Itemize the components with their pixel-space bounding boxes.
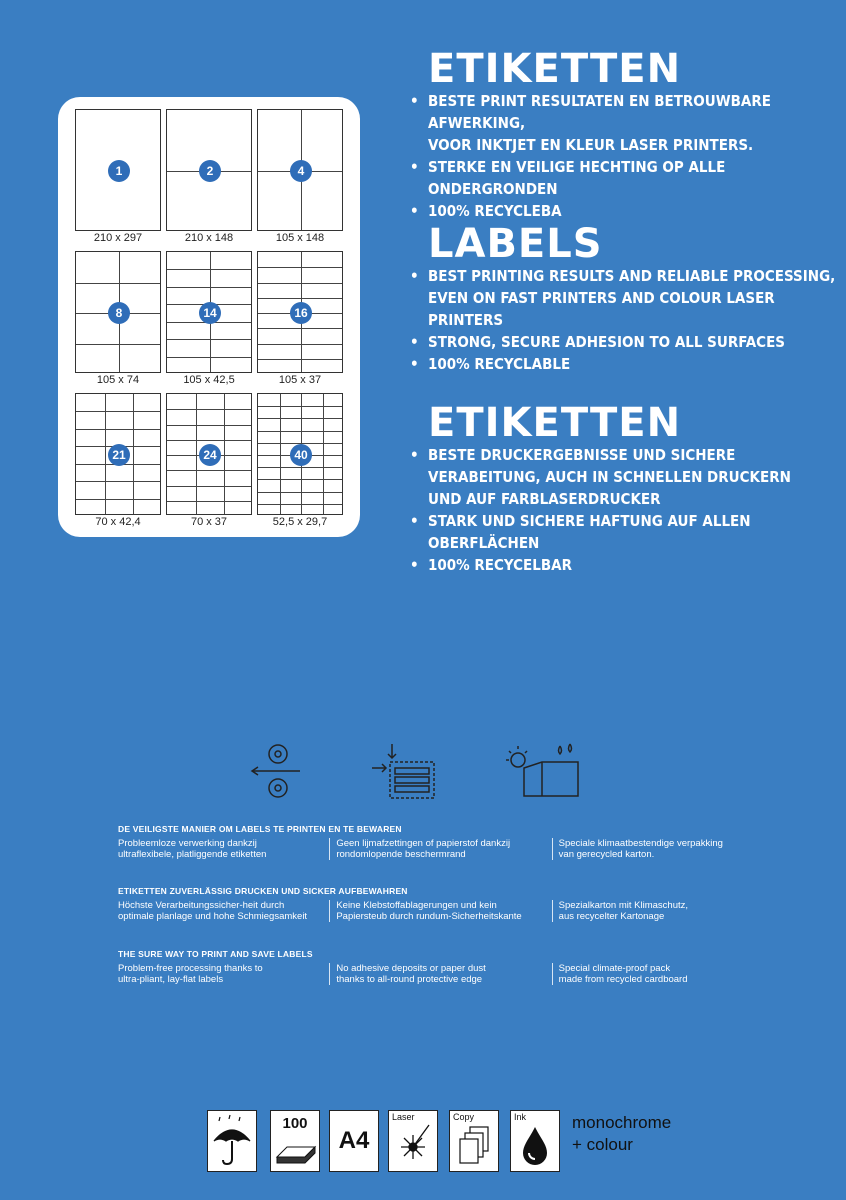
label-count-badge: 24: [199, 444, 221, 466]
label-dimensions: 105 x 74: [96, 374, 140, 386]
feature-column: No adhesive deposits or paper dust thanks to all-round protective edge: [329, 963, 551, 985]
label-dimensions: 52,5 x 29,7: [272, 516, 328, 528]
feature-column: Problem-free processing thanks to ultra-pliant, lay-flat labels: [118, 963, 263, 985]
label-count-badge: 16: [290, 302, 312, 324]
section-heading: LABELS: [428, 221, 603, 267]
paper-format: A4: [338, 1127, 370, 1154]
label-layout: [75, 109, 161, 247]
a4-format-icon: [329, 1110, 379, 1172]
laser-icon: [388, 1110, 438, 1172]
climate-box-icon: [502, 740, 588, 802]
section-etiketten-de: [408, 402, 838, 576]
bullet-item: • BESTE DRUCKERGEBNISSE UND SICHERE VERABEITUNG, AUCH IN SCHNELLEN DRUCKERN UND AUF FARBLASERDRUCKER: [408, 444, 838, 510]
label-count-badge: 8: [108, 302, 130, 324]
label-count-badge: 1: [108, 160, 130, 182]
copy-icon: [449, 1110, 499, 1172]
bullet-item: • 100% RECYCLABLE: [408, 353, 838, 375]
bullet-item: • 100% RECYCELBAR: [408, 554, 838, 576]
label-layout: [75, 393, 161, 531]
laser-label: Laser: [392, 1112, 415, 1122]
print-mode-line2: + colour: [572, 1135, 633, 1154]
roller-icon: [248, 740, 304, 802]
feature-column: Spezialkarton mit Klimaschutz, aus recycelter Kartonage: [552, 900, 768, 922]
label-count-badge: 40: [290, 444, 312, 466]
label-layout: [166, 393, 252, 531]
label-sheet-thumbnail: [75, 251, 161, 373]
label-sheet-thumbnail: [166, 393, 252, 515]
label-count-badge: 2: [199, 160, 221, 182]
label-count-badge: 4: [290, 160, 312, 182]
label-dimensions: 105 x 37: [278, 374, 322, 386]
section-heading: ETIKETTEN: [428, 46, 682, 92]
feature-title: ETIKETTEN ZUVERLÄSSIG DRUCKEN UND SICKER AUFBEWAHREN: [118, 886, 408, 896]
label-sheet-thumbnail: [166, 251, 252, 373]
feature-column: Speciale klimaatbestendige verpakking van gerecycled karton.: [552, 838, 768, 860]
label-dimensions: 210 x 297: [93, 232, 143, 244]
label-dimensions: 105 x 148: [275, 232, 325, 244]
label-sheet-thumbnail: [75, 393, 161, 515]
feature-block-de: [118, 886, 768, 922]
sheet-count: 100: [282, 1115, 308, 1132]
feature-block-nl: [118, 824, 768, 860]
section-labels-en: [408, 223, 838, 375]
label-layout: [75, 251, 161, 389]
label-layout: [257, 393, 343, 531]
label-count-badge: 21: [108, 444, 130, 466]
feature-title: DE VEILIGSTE MANIER OM LABELS TE PRINTEN EN TE BEWAREN: [118, 824, 402, 834]
feature-block-en: [118, 949, 768, 985]
ink-label: Ink: [514, 1112, 527, 1122]
label-layouts-card: [58, 97, 360, 537]
label-sheet-thumbnail: [75, 109, 161, 231]
label-layout: [257, 109, 343, 247]
print-mode-line1: monochrome: [572, 1113, 672, 1132]
bullet-item: • 100% RECYCLEBA: [408, 200, 838, 222]
feature-column: Probleemloze verwerking dankzij ultraflexibele, platliggende etiketten: [118, 838, 267, 860]
label-layout: [166, 251, 252, 389]
label-dimensions: 70 x 42,4: [95, 516, 141, 528]
feature-column: Höchste Verarbeitungssicher-heit durch optimale planlage und hohe Schmiegsamkeit: [118, 900, 308, 922]
label-layout: [257, 251, 343, 389]
print-mode-text: [572, 1112, 671, 1156]
paper-stack-icon: [270, 1110, 320, 1172]
label-dimensions: 70 x 37: [190, 516, 228, 528]
feature-column: Keine Klebstoffablagerungen und kein Papiersteub durch rundum-Sicherheitskante: [329, 900, 551, 922]
bullet-item: • BEST PRINTING RESULTS AND RELIABLE PROCESSING, EVEN ON FAST PRINTERS AND COLOUR LASER PRINTERS: [408, 265, 838, 331]
label-sheet-thumbnail: [257, 109, 343, 231]
feature-column: Geen lijmafzettingen of papierstof dankzij rondomlopende beschermrand: [329, 838, 551, 860]
ink-drop-icon: [510, 1110, 560, 1172]
bullet-item: • STERKE EN VEILIGE HECHTING OP ALLE ONDERGRONDEN: [408, 156, 838, 200]
label-dimensions: 105 x 42,5: [183, 374, 235, 386]
copy-label: Copy: [453, 1112, 475, 1122]
umbrella-icon: [207, 1110, 257, 1172]
feature-title: THE SURE WAY TO PRINT AND SAVE LABELS: [118, 949, 313, 959]
bullet-item: • BESTE PRINT RESULTATEN EN BETROUWBARE AFWERKING, VOOR INKTJET EN KLEUR LASER PRINTERS.: [408, 90, 838, 156]
bullet-item: • STRONG, SECURE ADHESION TO ALL SURFACES: [408, 331, 838, 353]
label-sheet-thumbnail: [257, 393, 343, 515]
section-heading: ETIKETTEN: [428, 400, 682, 446]
section-etiketten-nl: [408, 48, 838, 222]
label-layout: [166, 109, 252, 247]
bullet-item: • STARK UND SICHERE HAFTUNG AUF ALLEN OBERFLÄCHEN: [408, 510, 838, 554]
stacked-labels-icon: [370, 740, 440, 802]
label-count-badge: 14: [199, 302, 221, 324]
feature-icons: [240, 740, 600, 804]
label-sheet-thumbnail: [166, 109, 252, 231]
label-dimensions: 210 x 148: [184, 232, 234, 244]
feature-column: Special climate-proof pack made from recycled cardboard: [552, 963, 768, 985]
label-sheet-thumbnail: [257, 251, 343, 373]
